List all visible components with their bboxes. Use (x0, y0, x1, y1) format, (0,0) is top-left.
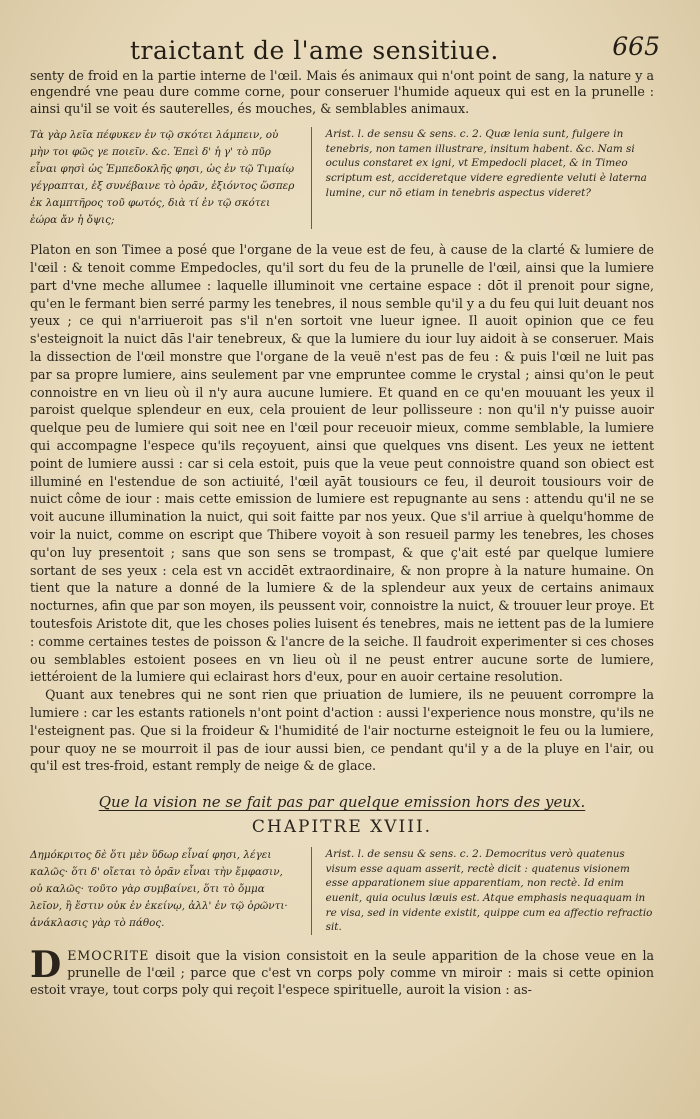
greek-quotation-2: Δημόκριτος δὲ ὅτι μὲν ὕδωρ εἶναί φησι, λέγει καλῶς· ὅτι δ' οἴεται τὸ ὁρᾶν εἶναι τὴν ἔμφασιν, οὐ καλῶς· τοῦτο γὰρ συμβαίνει, ὅτι τὸ ὄμμα λεῖον, ἢ ἔστιν οὐκ ἐν ἐκείνῳ, ἀλλ' ἐν τῷ ὁρῶντι· ἀνάκλασις γὰρ τὸ πάθος. (30, 847, 312, 935)
greek-quotation: Τὰ γὰρ λεῖα πέφυκεν ἐν τῷ σκότει λάμπειν, οὐ μὴν τοι φῶς γε ποιεῖν. &c. Ἐπεὶ δ' ἡ γ' τὸ πῦρ εἶναι φησὶ ὡς Ἐμπεδοκλῆς φησι, ὡς ἐν τῷ Τιμαίῳ γέγραπται, ἐξ συνέβαινε τὸ ὁρᾶν, ἐξιόντος ὥσπερ ἐκ λαμπτῆρος τοῦ φωτός, διὰ τί ἐν τῷ σκότει ἑώρα ἄν ἡ ὄψις; (30, 127, 312, 229)
final-paragraph-text: disoit que la vision consistoit en la seule apparition de la chose veue en la prunelle de l'œil ; parce que c'est vn corps poly comme vn miroir : mais si cette opinion estoit vraye, tout corps poly qui reçoit l'espece spirituelle, auroit la vision : as- (30, 947, 654, 997)
latin-quotation: Arist. l. de sensu & sens. c. 2. Quæ lenia sunt, fulgere in tenebris, non tamen illustrare, insitum habent. &c. Nam si oculus constaret ex igni, vt Empedocli placet, & in Timeo scriptum est, accideretque videre egrediente veluti è laterna lumine, cur nō etiam in tenebris aspectus videret? (325, 128, 647, 199)
running-title: traictant de l'ame sensitiue. (130, 36, 499, 65)
latin-quotation-2: Arist. l. de sensu & sens. c. 2. Democritus verò quatenus visum esse aquam asserit, rectè dicit : quatenus visionem esse apparationem siue apparentiam, non rectè. Id enim euenit, quia oculus læuis est. Atque emphasis nequaquam in re visa, sed in vidente existit, quippe cum ea affectio refractio sit. (325, 848, 653, 934)
chapter-subtitle: Que la vision ne se fait pas par quelque emission hors des yeux. (98, 793, 586, 812)
final-paragraph (30, 943, 654, 998)
drop-cap: D (30, 943, 62, 986)
paragraph-platon: Platon en son Timee a posé que l'organe de la veue est de feu, à cause de la clarté & lumiere de l'œil : & tenoit comme Empedocles, qu'il sort du feu de la prunelle de l'œil, ainsi que la lumiere part d'vne meche allumee : laquelle illuminoit vne certaine espace : dōt il prenoit pour signe, qu'en le fermant bien serré parmy les tenebres, il nous semble qu'il y a du feu qui luit deuant nos yeux ; ce qui n'arriueroit pas s'il n'en sortoit vne lueur ignee. Il auoit opinion que ce feu s'esteignoit la nuict dās l'air tenebreux, & que la lumiere du iour luy aidoit à se conseruer. Mais la dissection de l'œil monstre que l'organe de la veuë n'est pas de feu : & puis l'œil ne luit pas par sa propre lumiere, ains seulement par vne empruntee comme le crystal ; ainsi qu'on le peut connoistre en vn lieu où il n'y aura aucune lumiere. Et quand en ce qu'en mouuant les yeux il paroist quelque splendeur en eux, cela prouient de leur pollisseure : non qu'il n'y puisse auoir quelque peu de lumiere qui soit nee en l'œil pour receuoir mieux, comme semblable, la lumiere qui accompagne l'espece qu'ils reçoyuent, ainsi que quelques vns disent. Les yeux ne iettent point de lumiere aussi : car si cela estoit, puis que la veue peut connoistre quand son obiect est illuminé en l'estendue de son actiuité, l'œil ayāt tousiours ce feu, il deuroit tousiours voir de nuict côme de iour : mais cette emission de lumiere est repugnante au sens : attendu qu'il ne se voit aucune illumination la nuict, qui soit faitte par nos yeux. Que s'il arriue à quelqu'homme de voir la nuict, comme on escript que Thibere voyoit à son resueil parmy les tenebres, les choses qu'on luy presentoit ; sans que son sens se trompast, & que ç'ait esté par quelque lumiere sortant de ses yeux : cela est vn accidēt extraordinaire, & non propre à la nature humaine. On tient que la nature a donné de la lumiere & de la splendeur aux yeux de certains animaux nocturnes, afin que par son moyen, ils peussent voir, connoistre la nuict, & trouuer leur proye. Et toutesfois Aristote dit, que les choses polies luisent és tenebres, mais ne iettent pas de la lumiere : comme certaines testes de poisson & l'ancre de la seiche. Il faudroit experimenter si ces choses ou semblables estoient posees en vn lieu où il ne peust entrer aucune sorte de lumiere, iettéroient de la lumiere qui eclairast hors d'eux, pour en auoir certaine resolution. (30, 242, 654, 685)
paragraph-tenebres: Quant aux tenebres qui ne sont rien que priuation de lumiere, ils ne peuuent corrompre la lumiere : car les estants rationels n'ont point d'action : aussi l'experience nous monstre, qu'ils ne l'esteignent pas. Que si la froideur & l'humidité de l'air nocturne esteignoit le feu ou la lumiere, pour quoy ne se mourroit il pas de iour aussi bien, ce pendant qu'il y a de la pluye en l'air, ou qu'il est tres-froid, estant remply de neige & de glace. (30, 687, 654, 774)
page-number: 665 (612, 32, 660, 61)
lead-word: EMOCRITE (67, 947, 150, 963)
page-header (30, 28, 660, 68)
margin-quotation-1 (30, 127, 654, 229)
margin-quotation-2 (30, 847, 654, 935)
chapter-heading: CHAPITRE XVIII. (251, 817, 433, 838)
intro-paragraph: senty de froid en la partie interne de l'œil. Mais és animaux qui n'ont point de sang, la nature y a engendré vne peau dure comme corne, pour conseruer l'humide aqueux qui est en la prunelle : ainsi qu'il se voit és sauterelles, és mouches, & semblables animaux. (30, 68, 654, 116)
